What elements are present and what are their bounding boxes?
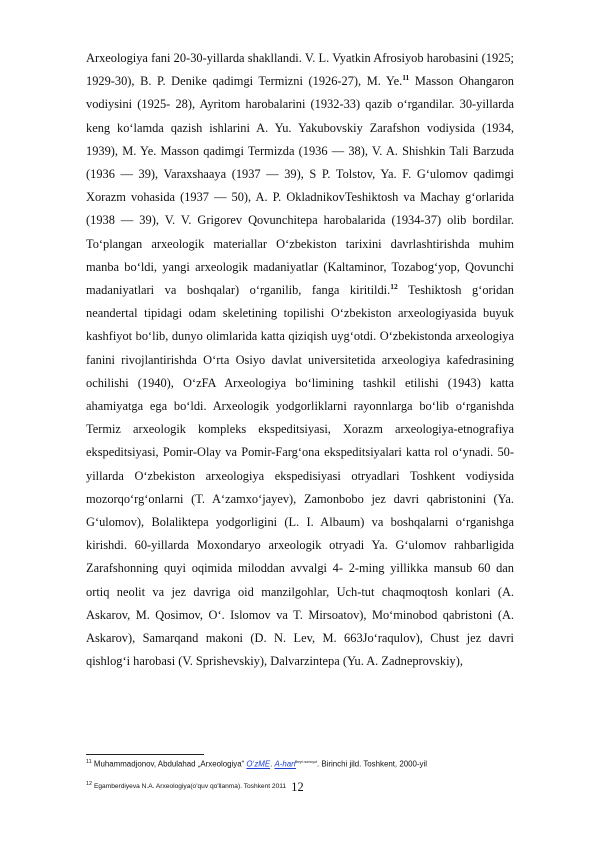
footnote-text: Egamberdiyeva N.A. Arxeologiya(o'quv qo'llanma). Toshkent 2011 xyxy=(93,782,287,790)
body-paragraph xyxy=(86,47,514,673)
page-number: 12 xyxy=(291,780,304,794)
body-text-part2: Masson Ohangaron vodiysini (1925- 28), Ayritom harobalarini (1932-33) qazib o‘rgandilar. 30-yillarda keng ko‘lamda qazish ishlarini A. Yu. Yakubovskiy Zarafshon vodiysida (1934, 1939), M. Ye. Masson qadimgi Termizda (1936 — 38), V. A. Shishkin Tali Barzuda (1936 — 39), Varaxshaaya (1937 — 39), S P. Tolstov, Ya. F. G‘ulomov qadimgi Xorazm vohasida (1937 — 50), A. P. OkladnikovTeshiktosh va Machay g‘orlarida (1938 — 39), V. V. Grigorev Qovunchitepa harobalarida (1934-37) olib bordilar. To‘plangan arxeologik materiallar O‘zbekiston tarixini davrlashtirishda muhim manba bo‘ldi, yangi arxeologik madaniyatlar (Kaltaminor, Tozabog‘yop, Qovunchi madaniyatlari va boshqalar) o‘rganilib, fanga kiritildi. xyxy=(86,74,514,298)
footnote-number: 11 xyxy=(86,759,92,765)
footnote-separator-text: . xyxy=(270,759,275,769)
footnote-ref-11[interactable]: 11 xyxy=(402,73,410,83)
body-text-part1: Arxeologiya fani 20-30-yillarda shakllandi. V. L. Vyatkin Afrosiyob harobasini (1925; 1929-30), B. P. Denike qadimgi Termizni (1926-27), M. Ye. xyxy=(86,51,514,89)
footnote-number: 12 xyxy=(86,780,93,787)
footnote-tiny-text: beyt nomoyut xyxy=(296,760,318,764)
body-text-part3: Teshiktosh g‘oridan neandertal tipidagi odam skeletining topilishi O‘zbekiston arxeologiyasida buyuk kashfiyot bo‘lib, dunyo olimlarida katta qiziqish uyg‘otdi. O‘zbekistonda arxeologiya fanini rivojlantirishda O‘rta Osiyo davlat universitetida arxeologiya kafedrasining ochilishi (1940), O‘zFA Arxeologiya bo‘limining tashkil etilishi (1943) katta ahamiyatga ega bo‘ldi. Arxeologik yodgorliklarni rayonnlarga bo‘lib o‘rganishda Termiz arxeologik kompleks ekspeditsiyasi, Xorazm arxeologiya-etnografiya ekspeditsiyasi, Pomir-Olay va Pomir-Farg‘ona ekspeditsiyalari katta rol o‘ynadi. 50-yillarda O‘zbekiston arxeologiya ekspedisiyasi otryadlari Toshkent vodiysida mozorqo‘rg‘onlarni (T. A‘zamxo‘jayev), Zamonbobo jez davri qabristonini (Ya. G‘ulomov), Bolaliktepa yodgorligini (L. I. Albaum) va boshqalarni o‘rganishga kirishdi. 60-yillarda Moxondaryo arxeologik otryadi Ya. G‘ulomov rahbarligida Zarafshonning quyi oqimida miloddan avvalgi 4- 2-ming yillikka mansub 60 dan ortiq neolit va jez davriga oid manzilgohlar, Uch-tut chaqmoqtosh konlari (A. Askarov, M. Qosimov, O‘. Islomov va T. Mirsoatov), Mo‘minobod qabristoni (A. Askarov), Samarqand makoni (D. N. Lev, M. 663Jo‘raqulov), Chust jez davri qishlog‘i harobasi (V. Sprishevskiy), Dalvarzintepa (Yu. A. Zadneprovskiy), xyxy=(86,283,514,669)
footnote-text: Muhammadjonov, Abdulahad „Arxeologiya“ xyxy=(93,759,247,769)
document-page xyxy=(86,47,514,673)
footnote-ref-12[interactable]: 12 xyxy=(390,281,398,291)
footnote-text-end: . Birinchi jild. Toshkent, 2000-yil xyxy=(317,759,427,769)
footnote-11 xyxy=(86,756,526,771)
footnote-link-a-harf[interactable]: A-harf xyxy=(274,759,296,769)
footnote-separator xyxy=(86,754,204,755)
footnote-link-ozme[interactable]: O‘zME xyxy=(246,759,271,769)
